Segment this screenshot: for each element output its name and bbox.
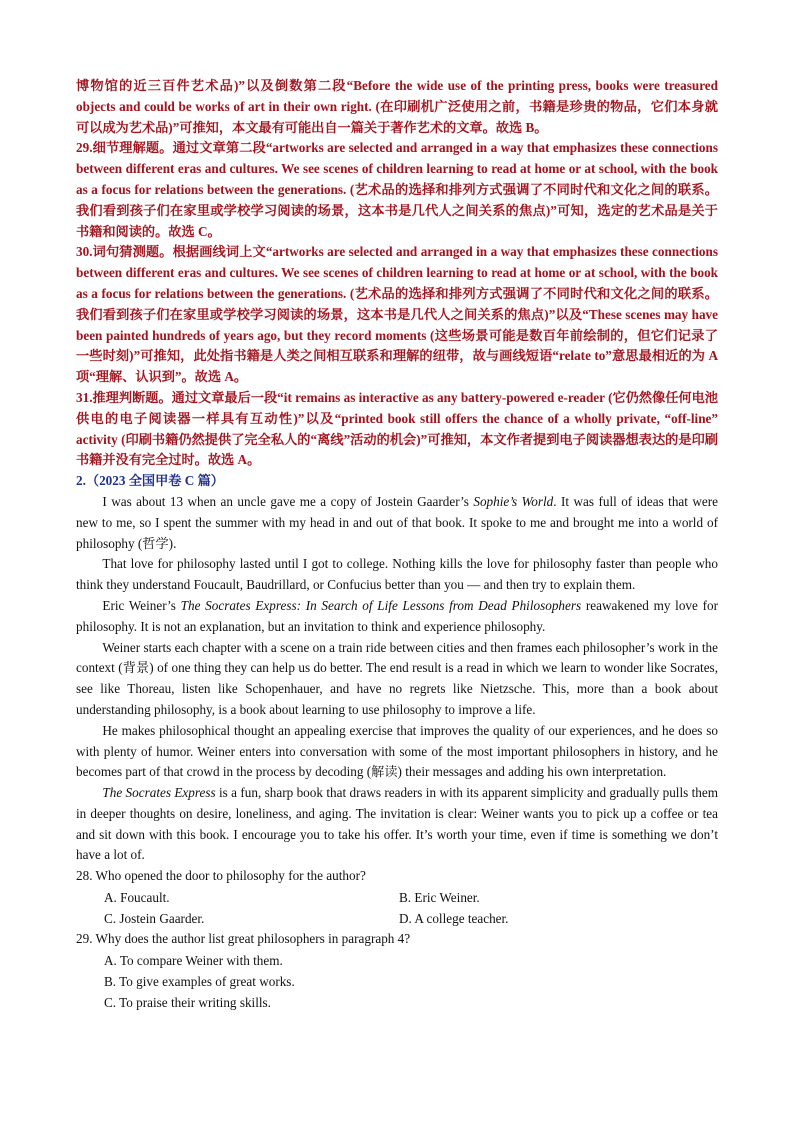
passage-paragraph-5: He makes philosophical thought an appealing exercise that improves the quality of our experiences, and he does so with plenty of humor. Weiner enters into conversation with some of the most important philosophers in history, and he becomes part of that crowd in the process by decoding (解读) their messages and adding his own interpretation. bbox=[76, 722, 718, 780]
book-title: The Socrates Express bbox=[102, 785, 216, 801]
option-a: A. To compare Weiner with them. bbox=[104, 952, 283, 968]
option-a: A. Foucault. bbox=[104, 890, 170, 906]
book-title: Sophie’s World bbox=[473, 493, 554, 509]
text-run: I was about 13 when an uncle gave me a copy of Jostein Gaarder’s bbox=[102, 493, 474, 509]
question-28-stem: 28. Who opened the door to philosophy for the author? bbox=[76, 868, 366, 884]
option-c: C. Jostein Gaarder. bbox=[104, 911, 205, 927]
text-run: reawakened my love for philosophy. It is not an explanation, but an invitation to think and experience philosophy. bbox=[76, 597, 718, 634]
section-title: 2.（2023 全国甲卷 C 篇） bbox=[76, 473, 224, 489]
question-28-options-row-1 bbox=[76, 887, 718, 908]
question-29-stem: 29. Why does the author list great philosophers in paragraph 4? bbox=[76, 931, 411, 947]
answer-31-explanation: 31.推理判断题。通过文章最后一段“it remains as interactive as any battery-powered e-reader (它仍然像任何电池供电的电子阅读器一样具有互动性)”以及“printed book still offers the chance of a wholly private, “off-line” activity (印刷书籍仍然提供了完全私人的“离线”活动的机会)”可推知，本文作者提到电子阅读器想表达的是印刷书籍并没有完全过时。故选 A。 bbox=[76, 389, 718, 468]
answer-continuation: 博物馆的近三百件艺术品)”以及倒数第二段“Before the wide use of the printing press, books were treasured objects and could be works of art in their own right. (在印刷机广泛使用之前，书籍是珍贵的物品，它们本身就可以成为艺术品)”可推知，本文最有可能出自一篇关于著作艺术的文章。故选 B。 bbox=[76, 78, 718, 135]
passage-paragraph-6 bbox=[76, 783, 718, 866]
option-b: B. Eric Weiner. bbox=[399, 890, 480, 906]
passage-paragraph-3 bbox=[76, 596, 718, 638]
passage-paragraph-1 bbox=[76, 492, 718, 554]
option-b: B. To give examples of great works. bbox=[104, 973, 295, 989]
passage-paragraph-4: Weiner starts each chapter with a scene on a train ride between cities and then frames each philosopher’s work in the context (背景) of one thing they can help us do better. The end result is a read in which we learn to wonder like Socrates, see like Thoreau, listen like Schopenhauer, and have no regrets like Nietzsche. This, more than a book about understanding philosophy, is a book about learning to use philosophy to improve a life. bbox=[76, 639, 718, 717]
answer-29-explanation: 29.细节理解题。通过文章第二段“artworks are selected and arranged in a way that emphasizes these connections between different eras and cultures. We see scenes of children learning to read at home or at school, with the book as a focus for relations between the generations. (艺术品的选择和排列方式强调了不同时代和文化之间的联系。我们看到孩子们在家里或学校学习阅读的场景，这本书是几代人之间关系的焦点)”可知，选定的艺术品是关于书籍和阅读的。故选 C。 bbox=[76, 140, 718, 239]
text-run: is a fun, sharp book that draws readers in with its apparent simplicity and gradually pulls them in deeper thoughts on desire, loneliness, and aging. The invitation is clear: Weiner wants you to pick up a coffee or tea and sit down with this book. I encourage you to take his offer. It’s worth your time, even if time is something we don’t have a lot of. bbox=[76, 785, 718, 863]
text-run: Eric Weiner’s bbox=[102, 597, 181, 613]
question-28-options-row-2 bbox=[76, 908, 718, 929]
answer-30-explanation: 30.词句猜测题。根据画线词上文“artworks are selected and arranged in a way that emphasizes these connections between different eras and cultures. We see scenes of children learning to read at home or at school, with the book as a focus for relations between the generations. (艺术品的选择和排列方式强调了不同时代和文化之间的联系。我们看到孩子们在家里或学校学习阅读的场景，这本书是几代人之间关系的焦点)”以及“These scenes may have been painted hundreds of years ago, but they record moments (这些场景可能是数百年前绘制的，但它们记录了一些时刻)”可推知，此处指书籍是人类之间相互联系和理解的纽带，故与画线短语“relate to”意思最相近的为 A 项“理解、认识到”。故选 A。 bbox=[76, 244, 718, 385]
passage-paragraph-2: That love for philosophy lasted until I got to college. Nothing kills the love for philosophy faster than people who think they understand Foucault, Baudrillard, or Confucius better than you — and then try to explain them. bbox=[76, 556, 718, 593]
option-c: C. To praise their writing skills. bbox=[104, 994, 271, 1010]
text-run: . It was full of ideas that were new to me, so I spent the summer with my head in and out of that book. It spoke to me and brought me into a world of philosophy (哲学). bbox=[76, 493, 719, 551]
book-title: The Socrates Express: In Search of Life Lessons from Dead Philosophers bbox=[180, 597, 582, 613]
document-page bbox=[76, 76, 718, 1013]
option-d: D. A college teacher. bbox=[399, 911, 509, 927]
